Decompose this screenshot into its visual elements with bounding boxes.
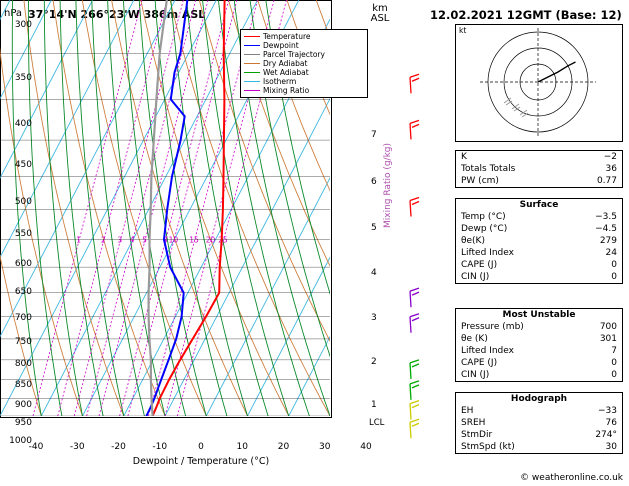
- table-row: [456, 345, 622, 357]
- temperature-axis-labels: [0, 442, 380, 456]
- table-title: Surface: [519, 200, 559, 210]
- table-row: [456, 163, 622, 175]
- chart-legend: [240, 29, 368, 98]
- svg-text:8: 8: [162, 235, 168, 245]
- pressure-tick-label: 900: [14, 399, 32, 410]
- legend-item: [244, 86, 364, 95]
- legend-item: [244, 68, 364, 77]
- legend-swatch: [244, 72, 260, 73]
- table-row-label: θe(K): [461, 236, 485, 246]
- table-row-value: −3.5: [595, 212, 617, 222]
- pressure-tick-label: 600: [14, 259, 32, 270]
- table-row-label: Dewp (°C): [461, 224, 508, 234]
- table-row-value: 700: [599, 322, 617, 332]
- table-title: Most Unstable: [502, 310, 576, 320]
- pressure-tick-label: 350: [14, 73, 32, 84]
- table-row-value: 30: [605, 442, 617, 452]
- height-tick-label: 4: [371, 268, 377, 279]
- pressure-tick-label: 850: [14, 379, 32, 390]
- svg-text:15: 15: [189, 235, 199, 245]
- svg-text:3: 3: [117, 235, 123, 245]
- legend-swatch: [244, 36, 260, 37]
- pressure-tick-label: 550: [14, 229, 32, 240]
- legend-swatch: [244, 54, 260, 55]
- table-row-label: Lifted Index: [461, 346, 514, 356]
- table-row-label: EH: [461, 406, 474, 416]
- table-row-value: 274°: [595, 430, 617, 440]
- legend-item: [244, 77, 364, 86]
- height-tick-label: 5: [371, 223, 377, 234]
- temperature-tick-label: -30: [69, 442, 85, 452]
- table-row: [456, 151, 622, 163]
- temperature-tick-label: -40: [28, 442, 44, 452]
- mixing-ratio-axis-title: Mixing Ratio (g/kg): [383, 142, 393, 228]
- pressure-axis-labels: [0, 20, 34, 446]
- table-row-value: 7: [611, 346, 617, 356]
- table-row-value: 76: [605, 418, 617, 428]
- table-row: [456, 271, 622, 283]
- pressure-tick-label: 650: [14, 287, 32, 298]
- table-row-label: PW (cm): [461, 176, 499, 186]
- pressure-tick-label: 950: [14, 418, 32, 429]
- table-row-label: StmDir: [461, 430, 493, 440]
- svg-text:4: 4: [129, 235, 135, 245]
- height-tick-label: 7: [371, 129, 377, 140]
- temperature-tick-label: 0: [198, 442, 204, 452]
- table-row: [456, 321, 622, 333]
- legend-item: [244, 41, 364, 50]
- height-tick-label: 2: [371, 356, 377, 367]
- legend-label: Temperature: [263, 31, 311, 41]
- pressure-axis-unit: hPa: [4, 8, 23, 19]
- table-row-label: CIN (J): [461, 370, 490, 380]
- table-row: [456, 247, 622, 259]
- height-axis-unit: [369, 4, 391, 24]
- table-row-value: 24: [605, 248, 617, 258]
- svg-text:20: 20: [205, 235, 216, 245]
- svg-text:5: 5: [142, 235, 147, 245]
- x-axis-title: Dewpoint / Temperature (°C): [132, 456, 270, 467]
- height-axis-labels: [366, 24, 390, 442]
- pressure-tick-label: 700: [14, 312, 32, 323]
- asl-label: ASL: [370, 13, 390, 24]
- table-row: [456, 211, 622, 223]
- legend-item: [244, 32, 364, 41]
- indices-table: [455, 150, 623, 188]
- svg-text:2: 2: [100, 235, 106, 245]
- chart-datetime-label: 12.02.2021 12GMT (Base: 12): [430, 8, 622, 22]
- legend-label: Wet Adiabat: [263, 67, 309, 77]
- table-row-value: −2: [603, 152, 617, 162]
- table-row-value: 279: [599, 236, 617, 246]
- legend-swatch: [244, 45, 260, 46]
- hodograph-panel: [455, 24, 623, 142]
- height-tick-label: 3: [371, 312, 377, 323]
- surface-table: [455, 198, 623, 284]
- temperature-tick-label: -20: [111, 442, 126, 452]
- table-row-label: StmSpd (kt): [461, 442, 515, 452]
- legend-label: Dewpoint: [263, 40, 299, 50]
- legend-label: Isotherm: [263, 76, 297, 86]
- wind-barb-column: [392, 24, 452, 442]
- copyright-footer: © weatheronline.co.uk: [520, 473, 623, 483]
- legend-swatch: [244, 63, 260, 64]
- table-row-label: Lifted Index: [461, 248, 514, 258]
- pressure-tick-label: 750: [14, 336, 32, 347]
- table-row-label: CAPE (J): [461, 358, 498, 368]
- hodograph-unit-label: kt: [459, 26, 467, 35]
- svg-text:1: 1: [76, 235, 81, 245]
- legend-swatch: [244, 81, 260, 82]
- legend-item: [244, 59, 364, 68]
- temperature-tick-label: -10: [152, 442, 168, 452]
- pressure-tick-label: 400: [14, 119, 32, 130]
- lcl-label: LCL: [369, 418, 385, 429]
- table-row-value: 0: [611, 358, 617, 368]
- hodograph-svg: [456, 25, 620, 139]
- table-row: [456, 333, 622, 345]
- svg-text:25: 25: [218, 235, 228, 245]
- table-row: [456, 429, 622, 441]
- legend-label: Mixing Ratio: [263, 85, 310, 95]
- table-title: Hodograph: [510, 394, 568, 404]
- table-row-value: 0: [611, 370, 617, 380]
- pressure-tick-label: 500: [14, 196, 32, 207]
- table-row-value: 301: [599, 334, 617, 344]
- table-row-value: 0: [611, 260, 617, 270]
- table-row: [456, 235, 622, 247]
- table-row-label: θe (K): [461, 334, 488, 344]
- table-row-label: SREH: [461, 418, 486, 428]
- pressure-tick-label: 1000: [9, 436, 32, 446]
- table-row: [456, 357, 622, 369]
- height-tick-label: 6: [371, 176, 377, 187]
- height-tick-label: 1: [371, 399, 377, 410]
- table-row: [456, 369, 622, 381]
- temperature-tick-label: 30: [319, 442, 331, 452]
- table-row-value: 0: [611, 272, 617, 282]
- temperature-tick-label: 40: [360, 442, 372, 452]
- wind-barb-svg: [392, 24, 452, 442]
- pressure-tick-label: 300: [14, 20, 32, 30]
- legend-label: Parcel Trajectory: [263, 49, 325, 59]
- table-row-label: CAPE (J): [461, 260, 498, 270]
- table-row-value: 0.77: [596, 176, 617, 186]
- legend-swatch: [244, 90, 260, 91]
- table-row-value: −4.5: [595, 224, 617, 234]
- table-row-label: K: [461, 152, 467, 162]
- most-unstable-table: [455, 308, 623, 382]
- table-row-label: Pressure (mb): [461, 322, 524, 332]
- table-row-label: CIN (J): [461, 272, 490, 282]
- table-row-value: −33: [598, 406, 617, 416]
- table-row-label: Temp (°C): [461, 212, 506, 222]
- pressure-tick-label: 450: [14, 160, 32, 171]
- legend-label: Dry Adiabat: [263, 58, 308, 68]
- km-label: km: [372, 3, 388, 14]
- table-row: [456, 441, 622, 453]
- table-row: [456, 175, 622, 187]
- table-row-value: 36: [605, 164, 617, 174]
- table-row-label: Totals Totals: [461, 164, 516, 174]
- legend-item: [244, 50, 364, 59]
- table-row: [456, 405, 622, 417]
- temperature-tick-label: 10: [236, 442, 248, 452]
- hodograph-stats-table: [455, 392, 623, 454]
- station-location-label: 37°14'N 266°23'W 386m ASL: [28, 8, 206, 21]
- svg-text:10: 10: [168, 235, 179, 245]
- table-row: [456, 417, 622, 429]
- pressure-tick-label: 800: [14, 358, 32, 369]
- table-row: [456, 259, 622, 271]
- table-row: [456, 223, 622, 235]
- temperature-tick-label: 20: [277, 442, 290, 452]
